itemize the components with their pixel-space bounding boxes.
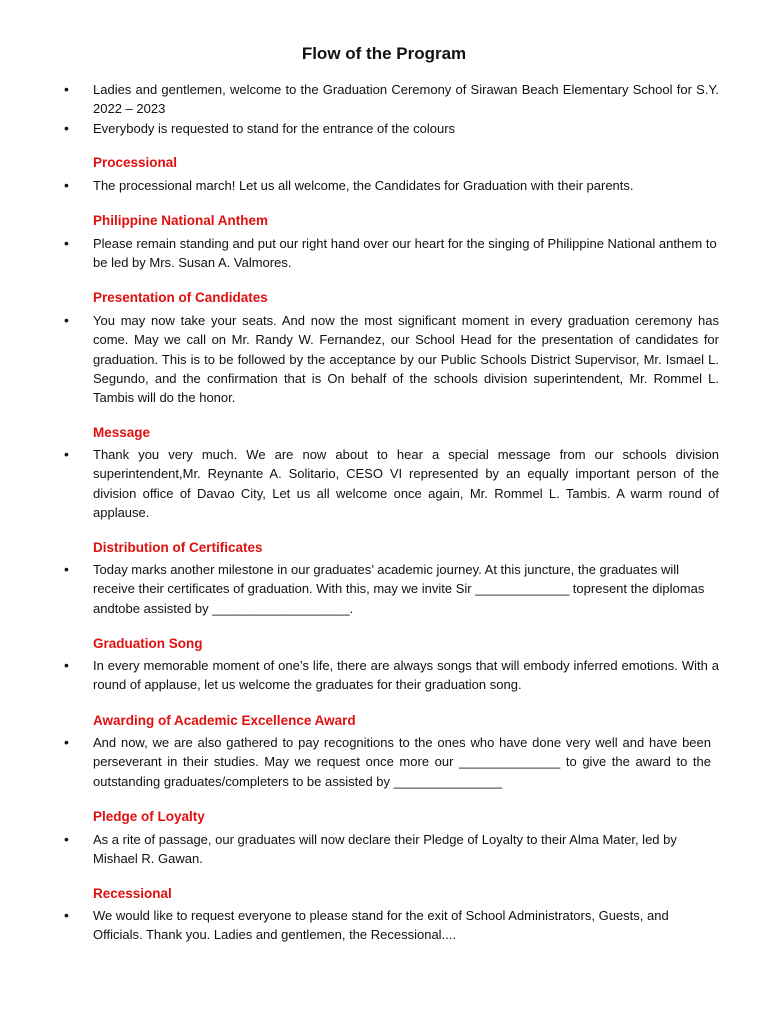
bullet-icon: • [64,657,69,673]
bullet-icon: • [64,561,69,577]
section-heading-processional: Processional [93,155,178,170]
intro-text-2: Everybody is requested to stand for the entrance of the colours [93,121,456,136]
section-heading-anthem: Philippine National Anthem [93,213,269,228]
intro-block [0,80,768,139]
page-title: Flow of the Program [301,44,467,63]
bullet-icon: • [64,734,69,750]
section-heading-award: Awarding of Academic Excellence Award [93,713,356,728]
section-text: As a rite of passage, our graduates will now declare their Pledge of Loyalty to their Alma Mater, led by Mishael R. Gawan. [93,832,677,867]
bullet-icon: • [64,177,69,193]
section-text: And now, we are also gathered to pay recognitions to the ones who have done very well and have been perseverant in their studies. May we request once more our ______________ to give the award to the outstanding graduates/completers to be assisted by _______________ [93,735,711,789]
bullet-icon: • [64,446,69,462]
bullet-icon: • [64,312,69,328]
section-text: Please remain standing and put our right hand over our heart for the singing of Philippine National anthem to be led by Mrs. Susan A. Valmores. [93,236,717,271]
section-text: Today marks another milestone in our graduates’ academic journey. At this juncture, the graduates will receive their certificates of graduation. With this, may we invite Sir _____________ topresent the diplomas andtobe assisted by ___________________. [93,562,705,616]
section-heading-song: Graduation Song [93,636,203,651]
section-text: In every memorable moment of one’s life, there are always songs that will embody inferred emotions. With a round of applause, let us welcome the graduates for their graduation song. [93,658,719,693]
bullet-icon: • [64,831,69,847]
bullet-icon: • [64,81,69,97]
section-text: Thank you very much. We are now about to hear a special message from our schools division superintendent,Mr. Reynante A. Solitario, CESO VI represented by an equally important person of the division office of Davao City, Let us all welcome once again, Mr. Rommel L. Tambis. A warm round of applause. [93,447,719,520]
section-text: You may now take your seats. And now the most significant moment in every graduation ceremony has come. May we call on Mr. Randy W. Fernandez, our School Head for the presentation of candidates for graduation. This is to be followed by the acceptance by our Public Schools District Supervisor, Mr. Ismael L. Segundo, and the confirmation that is On behalf of the schools division superintendent, Mr. Rommel L. Tambis will do the honor. [93,313,719,406]
section-text: We would like to request everyone to please stand for the exit of School Administrators, Guests, and Officials. Thank you. Ladies and gentlemen, the Recessional.... [93,908,669,943]
section-heading-pledge: Pledge of Loyalty [93,809,205,824]
bullet-icon: • [64,907,69,923]
section-heading-recessional: Recessional [93,886,172,901]
intro-text-1: Ladies and gentlemen, welcome to the Graduation Ceremony of Sirawan Beach Elementary School for S.Y. 2022 – 2023 [93,82,719,117]
section-text: The processional march! Let us all welcome, the Candidates for Graduation with their parents. [93,178,634,193]
section-heading-presentation: Presentation of Candidates [93,290,268,305]
bullet-icon: • [64,235,69,251]
list-item [0,80,768,119]
list-item [0,119,768,139]
section-heading-certificates: Distribution of Certificates [93,540,263,555]
bullet-icon: • [64,120,69,136]
section-heading-message: Message [93,425,151,440]
